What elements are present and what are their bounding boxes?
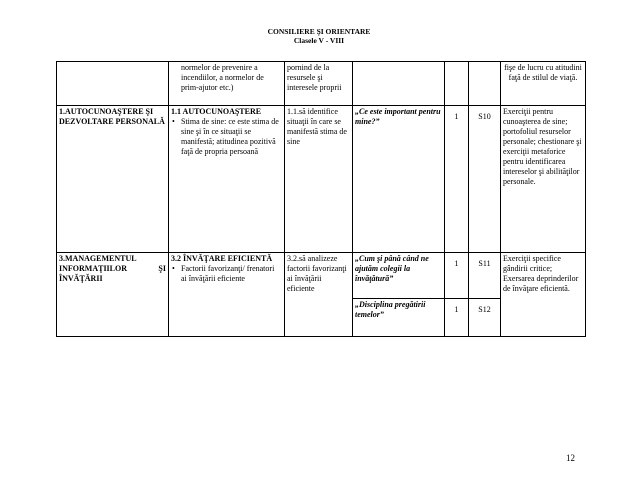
table-row-continuation bbox=[57, 62, 586, 106]
table-row-self-knowledge bbox=[57, 106, 586, 253]
cell-empty bbox=[57, 62, 169, 106]
cell-objective-continuation: pornind de la resursele şi interesele proprii bbox=[285, 62, 353, 106]
theme-cell: „Disciplina pregătirii temelor” bbox=[353, 299, 445, 337]
cell-unit-continuation: normelor de prevenire a incendiilor, a normelor de prim-ajutor etc.) bbox=[169, 62, 285, 106]
unit-cell bbox=[169, 106, 285, 253]
resources-cell: Exerciţii specifice gândirii critice; Exersarea deprinderilor de învăţare eficientă. bbox=[501, 253, 586, 337]
unit-item: • Factorii favorizanţi/ frenatori ai învăţării eficiente bbox=[181, 264, 282, 284]
table-row-learning-a bbox=[57, 253, 586, 299]
module-cell: 3.MANAGEMENTUL INFORMAŢIILOR ŞI ÎNVĂŢĂRII bbox=[57, 253, 169, 337]
unit-title: 1.1 AUTOCUNOAŞTERE bbox=[171, 107, 262, 116]
objective-cell: 3.2.să analizeze factorii favorizanţi ai învăţării eficiente bbox=[285, 253, 353, 337]
week-cell: S10 bbox=[469, 106, 501, 253]
hours-cell: 1 bbox=[445, 253, 469, 299]
theme-cell: „Cum şi până când ne ajutăm colegii la învăţătură” bbox=[353, 253, 445, 299]
module-cell: 1.AUTOCUNOAŞTERE ŞI DEZVOLTARE PERSONALĂ bbox=[57, 106, 169, 253]
hours-cell: 1 bbox=[445, 299, 469, 337]
cell-empty bbox=[445, 62, 469, 106]
week-cell: S11 bbox=[469, 253, 501, 299]
unit-cell bbox=[169, 253, 285, 337]
cell-resources-continuation: fişe de lucru cu atitudini faţă de stilul de viaţă. bbox=[501, 62, 586, 106]
unit-item: • Stima de sine: ce este stima de sine şi în ce situaţii se manifestă; atitudinea pozitivă faţă de propria persoană bbox=[181, 117, 282, 157]
unit-title: 3.2 ÎNVĂŢARE EFICIENTĂ bbox=[171, 254, 273, 263]
cell-empty bbox=[353, 62, 445, 106]
cell-empty bbox=[469, 62, 501, 106]
resources-cell: Exerciţii pentru cunoaşterea de sine; portofoliul resurselor personale; chestionare şi exerciţii metaforice pentru identificarea intereselor şi abilităţilor personale. bbox=[501, 106, 586, 253]
document-subtitle: Clasele V - VIII bbox=[293, 36, 345, 45]
hours-cell: 1 bbox=[445, 106, 469, 253]
document-header bbox=[0, 27, 638, 45]
page-number: 12 bbox=[566, 453, 575, 463]
week-cell: S12 bbox=[469, 299, 501, 337]
objective-cell: 1.1.să identifice situaţii în care se manifestă stima de sine bbox=[285, 106, 353, 253]
document-title: CONSILIERE ŞI ORIENTARE bbox=[267, 27, 371, 36]
planning-table bbox=[56, 61, 586, 337]
theme-cell: „Ce este important pentru mine?” bbox=[353, 106, 445, 253]
